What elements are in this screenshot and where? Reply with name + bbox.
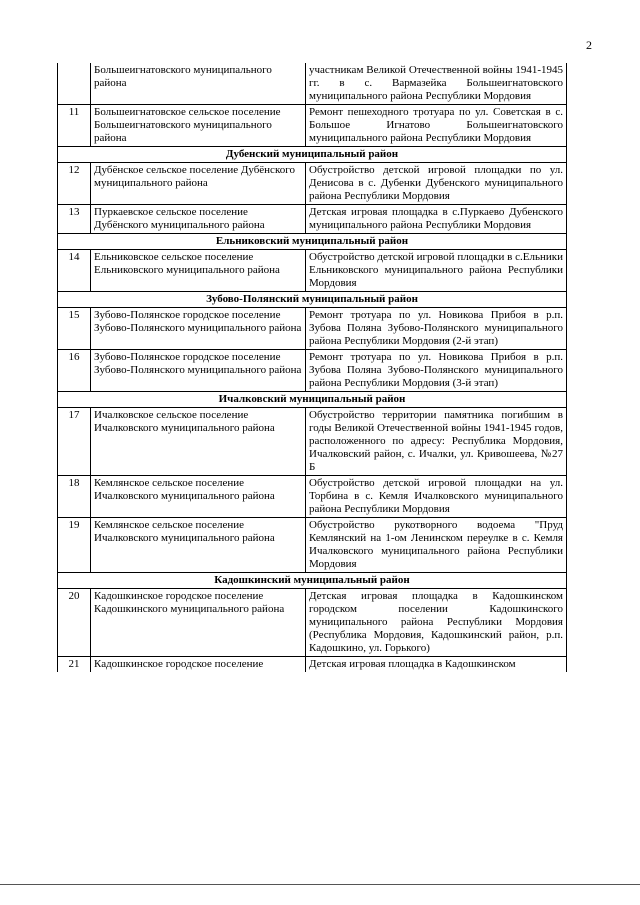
table-row [58,350,567,392]
settlement-name: Зубово-Полянское городское поселение Зубово-Полянского муниципального района [91,308,306,350]
table-row [58,250,567,292]
settlement-name: Кадошкинское городское поселение [91,657,306,673]
row-number: 11 [58,105,91,147]
project-description: Ремонт пешеходного тротуара по ул. Советская в с. Большое Игнатово Большеигнатовского муниципального района Республики Мордовия [306,105,567,147]
row-number: 16 [58,350,91,392]
project-description: Детская игровая площадка в с.Пуркаево Дубенского муниципального района Республики Мордовия [306,205,567,234]
table-row [58,518,567,573]
district-section-row [58,292,567,308]
district-title: Ельниковский муниципальный район [58,234,567,250]
row-number: 15 [58,308,91,350]
project-description: Ремонт тротуара по ул. Новикова Прибоя в р.п. Зубова Поляна Зубово-Полянского муниципального района Республики Мордовия (3-й этап) [306,350,567,392]
project-description: участникам Великой Отечественной войны 1941-1945 гг. в с. Вармазейка Большеигнатовского муниципального района Республики Мордовия [306,63,567,105]
table-row [58,476,567,518]
project-description: Детская игровая площадка в Кадошкинском [306,657,567,673]
district-section-row [58,147,567,163]
row-number: 20 [58,589,91,657]
settlement-name: Зубово-Полянское городское поселение Зубово-Полянского муниципального района [91,350,306,392]
project-description: Детская игровая площадка в Кадошкинском городском поселении Кадошкинского муниципального района Республики Мордовия (Республика Мордовия, Кадошкинский район, р.п. Кадошкино, ул. Горького) [306,589,567,657]
table-row [58,308,567,350]
settlement-name: Кадошкинское городское поселение Кадошкинского муниципального района [91,589,306,657]
district-title: Ичалковский муниципальный район [58,392,567,408]
table-row [58,408,567,476]
settlement-name: Кемлянское сельское поселение Ичалковского муниципального района [91,476,306,518]
project-description: Обустройство детской игровой площадки на ул. Торбина в с. Кемля Ичалковского муниципального района Республики Мордовия [306,476,567,518]
project-description: Обустройство детской игровой площадки по ул. Денисова в с. Дубенки Дубенского муниципального района Республики Мордовия [306,163,567,205]
row-number: 19 [58,518,91,573]
district-title: Зубово-Полянский муниципальный район [58,292,567,308]
row-number [58,63,91,105]
row-number: 21 [58,657,91,673]
row-number: 13 [58,205,91,234]
district-title: Дубенский муниципальный район [58,147,567,163]
project-description: Ремонт тротуара по ул. Новикова Прибоя в р.п. Зубова Поляна Зубово-Полянского муниципального района Республики Мордовия (2-й этап) [306,308,567,350]
project-description: Обустройство детской игровой площадки в с.Ельники Ельниковского муниципального района Республики Мордовия [306,250,567,292]
district-section-row [58,573,567,589]
table-row [58,63,567,105]
row-number: 18 [58,476,91,518]
settlement-name: Большеигнатовское сельское поселение Большеигнатовского муниципального района [91,105,306,147]
table-row [58,657,567,673]
row-number: 14 [58,250,91,292]
table-row [58,205,567,234]
district-title: Кадошкинский муниципальный район [58,573,567,589]
settlement-name: Ельниковское сельское поселение Ельниковского муниципального района [91,250,306,292]
settlement-name: Кемлянское сельское поселение Ичалковского муниципального района [91,518,306,573]
table-row [58,105,567,147]
settlement-name: Пуркаевское сельское поселение Дубёнского муниципального района [91,205,306,234]
settlement-name: Дубёнское сельское поселение Дубёнского муниципального района [91,163,306,205]
project-description: Обустройство территории памятника погибшим в годы Великой Отечественной войны 1941-1945 годов, расположенного по адресу: Республика Мордовия, Ичалковский район, с. Ичалки, ул. Кривошеева, №27 Б [306,408,567,476]
row-number: 17 [58,408,91,476]
district-section-row [58,392,567,408]
project-description: Обустройство рукотворного водоема "Пруд Кемлянский на 1-ом Ленинском переулке в с. Кемля Ичалковского муниципального района Республики Мордовия [306,518,567,573]
projects-table [57,63,567,672]
table-row [58,589,567,657]
page-bottom-rule [0,884,640,885]
district-section-row [58,234,567,250]
table-row [58,163,567,205]
settlement-name: Большеигнатовского муниципального района [91,63,306,105]
page-number: 2 [586,38,592,52]
settlement-name: Ичалковское сельское поселение Ичалковского муниципального района [91,408,306,476]
row-number: 12 [58,163,91,205]
